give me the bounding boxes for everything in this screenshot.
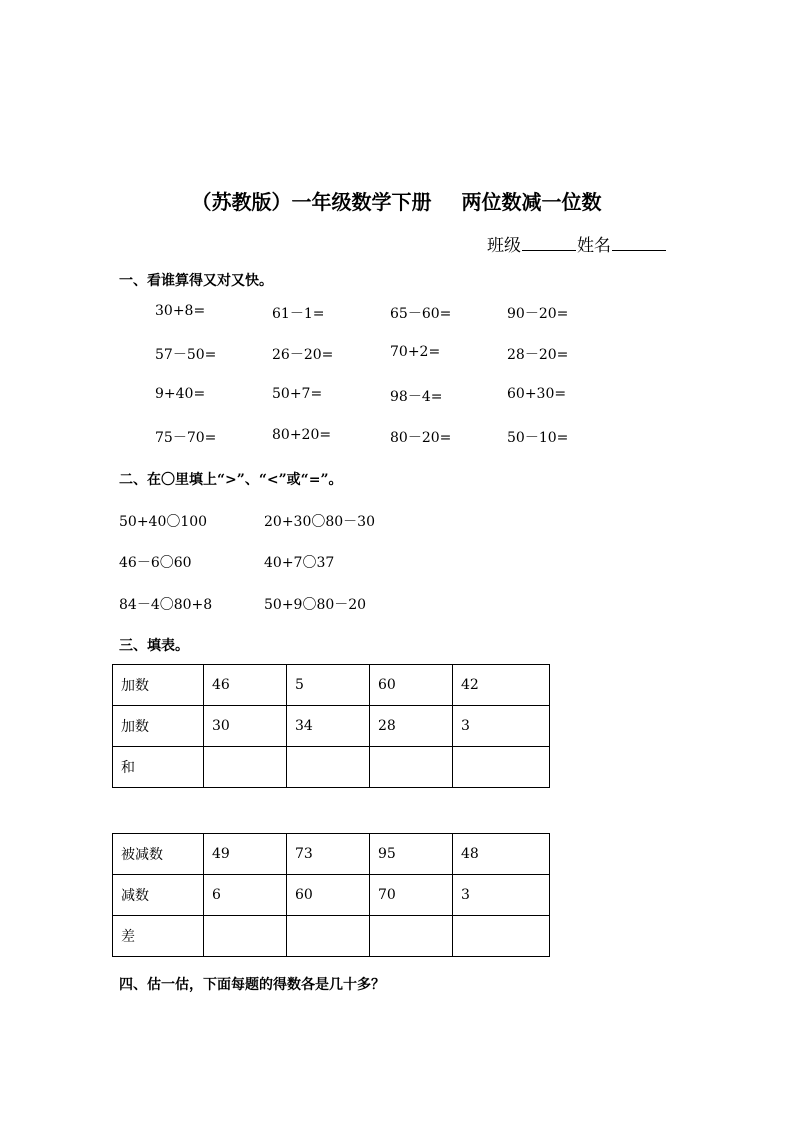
answer-cell[interactable]: [453, 747, 550, 788]
table-cell: 3: [453, 875, 550, 916]
problem: 75－70=: [155, 430, 217, 446]
addition-table: [112, 664, 550, 788]
problem: 80+20=: [272, 427, 332, 443]
table-row: [113, 875, 550, 916]
table-cell: 和: [113, 747, 204, 788]
name-blank[interactable]: [612, 234, 666, 251]
table-cell: 73: [287, 834, 370, 875]
problem: 80－20=: [390, 430, 452, 446]
compare-problem: 50+9〇80－20: [264, 597, 367, 613]
table-row: [113, 916, 550, 957]
table-cell: 6: [204, 875, 287, 916]
answer-cell[interactable]: [370, 747, 453, 788]
compare-problem: 20+30〇80－30: [264, 514, 375, 530]
title-sub: 两位数减一位数: [461, 190, 602, 214]
table-cell: 70: [370, 875, 453, 916]
problem: 50+7=: [272, 386, 323, 402]
compare-problem: 40+7〇37: [264, 555, 335, 571]
table-cell: 95: [370, 834, 453, 875]
compare-problem: 50+40〇100: [119, 514, 208, 530]
student-info: [487, 231, 667, 256]
page-title: [0, 186, 793, 215]
table-row: [113, 665, 550, 706]
title-main: （苏教版）一年级数学下册: [191, 190, 432, 214]
problem: 70+2=: [390, 344, 441, 360]
table-cell: 48: [453, 834, 550, 875]
problem: 26－20=: [272, 347, 334, 363]
problem: 90－20=: [507, 306, 569, 322]
table-cell: 60: [287, 875, 370, 916]
table-cell: 28: [370, 706, 453, 747]
table-cell: 加数: [113, 665, 204, 706]
problem: 28－20=: [507, 347, 569, 363]
compare-problem: 46－6〇60: [119, 555, 192, 571]
table-row: [113, 747, 550, 788]
problem: 50－10=: [507, 430, 569, 446]
table-cell: 3: [453, 706, 550, 747]
subtraction-table: [112, 833, 550, 957]
answer-cell[interactable]: [287, 916, 370, 957]
table-cell: 减数: [113, 875, 204, 916]
table-cell: 5: [287, 665, 370, 706]
problem: 61－1=: [272, 306, 325, 322]
table-cell: 42: [453, 665, 550, 706]
section4-heading: 四、估一估，下面每题的得数各是几十多？: [119, 977, 385, 993]
table-cell: 加数: [113, 706, 204, 747]
table-cell: 差: [113, 916, 204, 957]
answer-cell[interactable]: [204, 747, 287, 788]
table-cell: 30: [204, 706, 287, 747]
problem: 65－60=: [390, 306, 452, 322]
problem: 9+40=: [155, 386, 206, 402]
section2-heading: 二、在〇里填上“>”、“<”或“=”。: [119, 472, 343, 488]
compare-problem: 84－4〇80+8: [119, 597, 213, 613]
answer-cell[interactable]: [204, 916, 287, 957]
table-row: [113, 706, 550, 747]
section3-heading: 三、填表。: [119, 638, 189, 654]
name-label: 姓名: [577, 236, 611, 256]
problem: 60+30=: [507, 386, 567, 402]
answer-cell[interactable]: [287, 747, 370, 788]
table-cell: 34: [287, 706, 370, 747]
table-cell: 60: [370, 665, 453, 706]
answer-cell[interactable]: [370, 916, 453, 957]
section1-heading: 一、看谁算得又对又快。: [119, 273, 273, 289]
problem: 98－4=: [390, 389, 443, 405]
table-cell: 46: [204, 665, 287, 706]
table-cell: 49: [204, 834, 287, 875]
answer-cell[interactable]: [453, 916, 550, 957]
problem: 30+8=: [155, 303, 206, 319]
problem: 57－50=: [155, 347, 217, 363]
class-label: 班级: [487, 236, 521, 256]
table-cell: 被减数: [113, 834, 204, 875]
table-row: [113, 834, 550, 875]
class-blank[interactable]: [522, 234, 576, 251]
